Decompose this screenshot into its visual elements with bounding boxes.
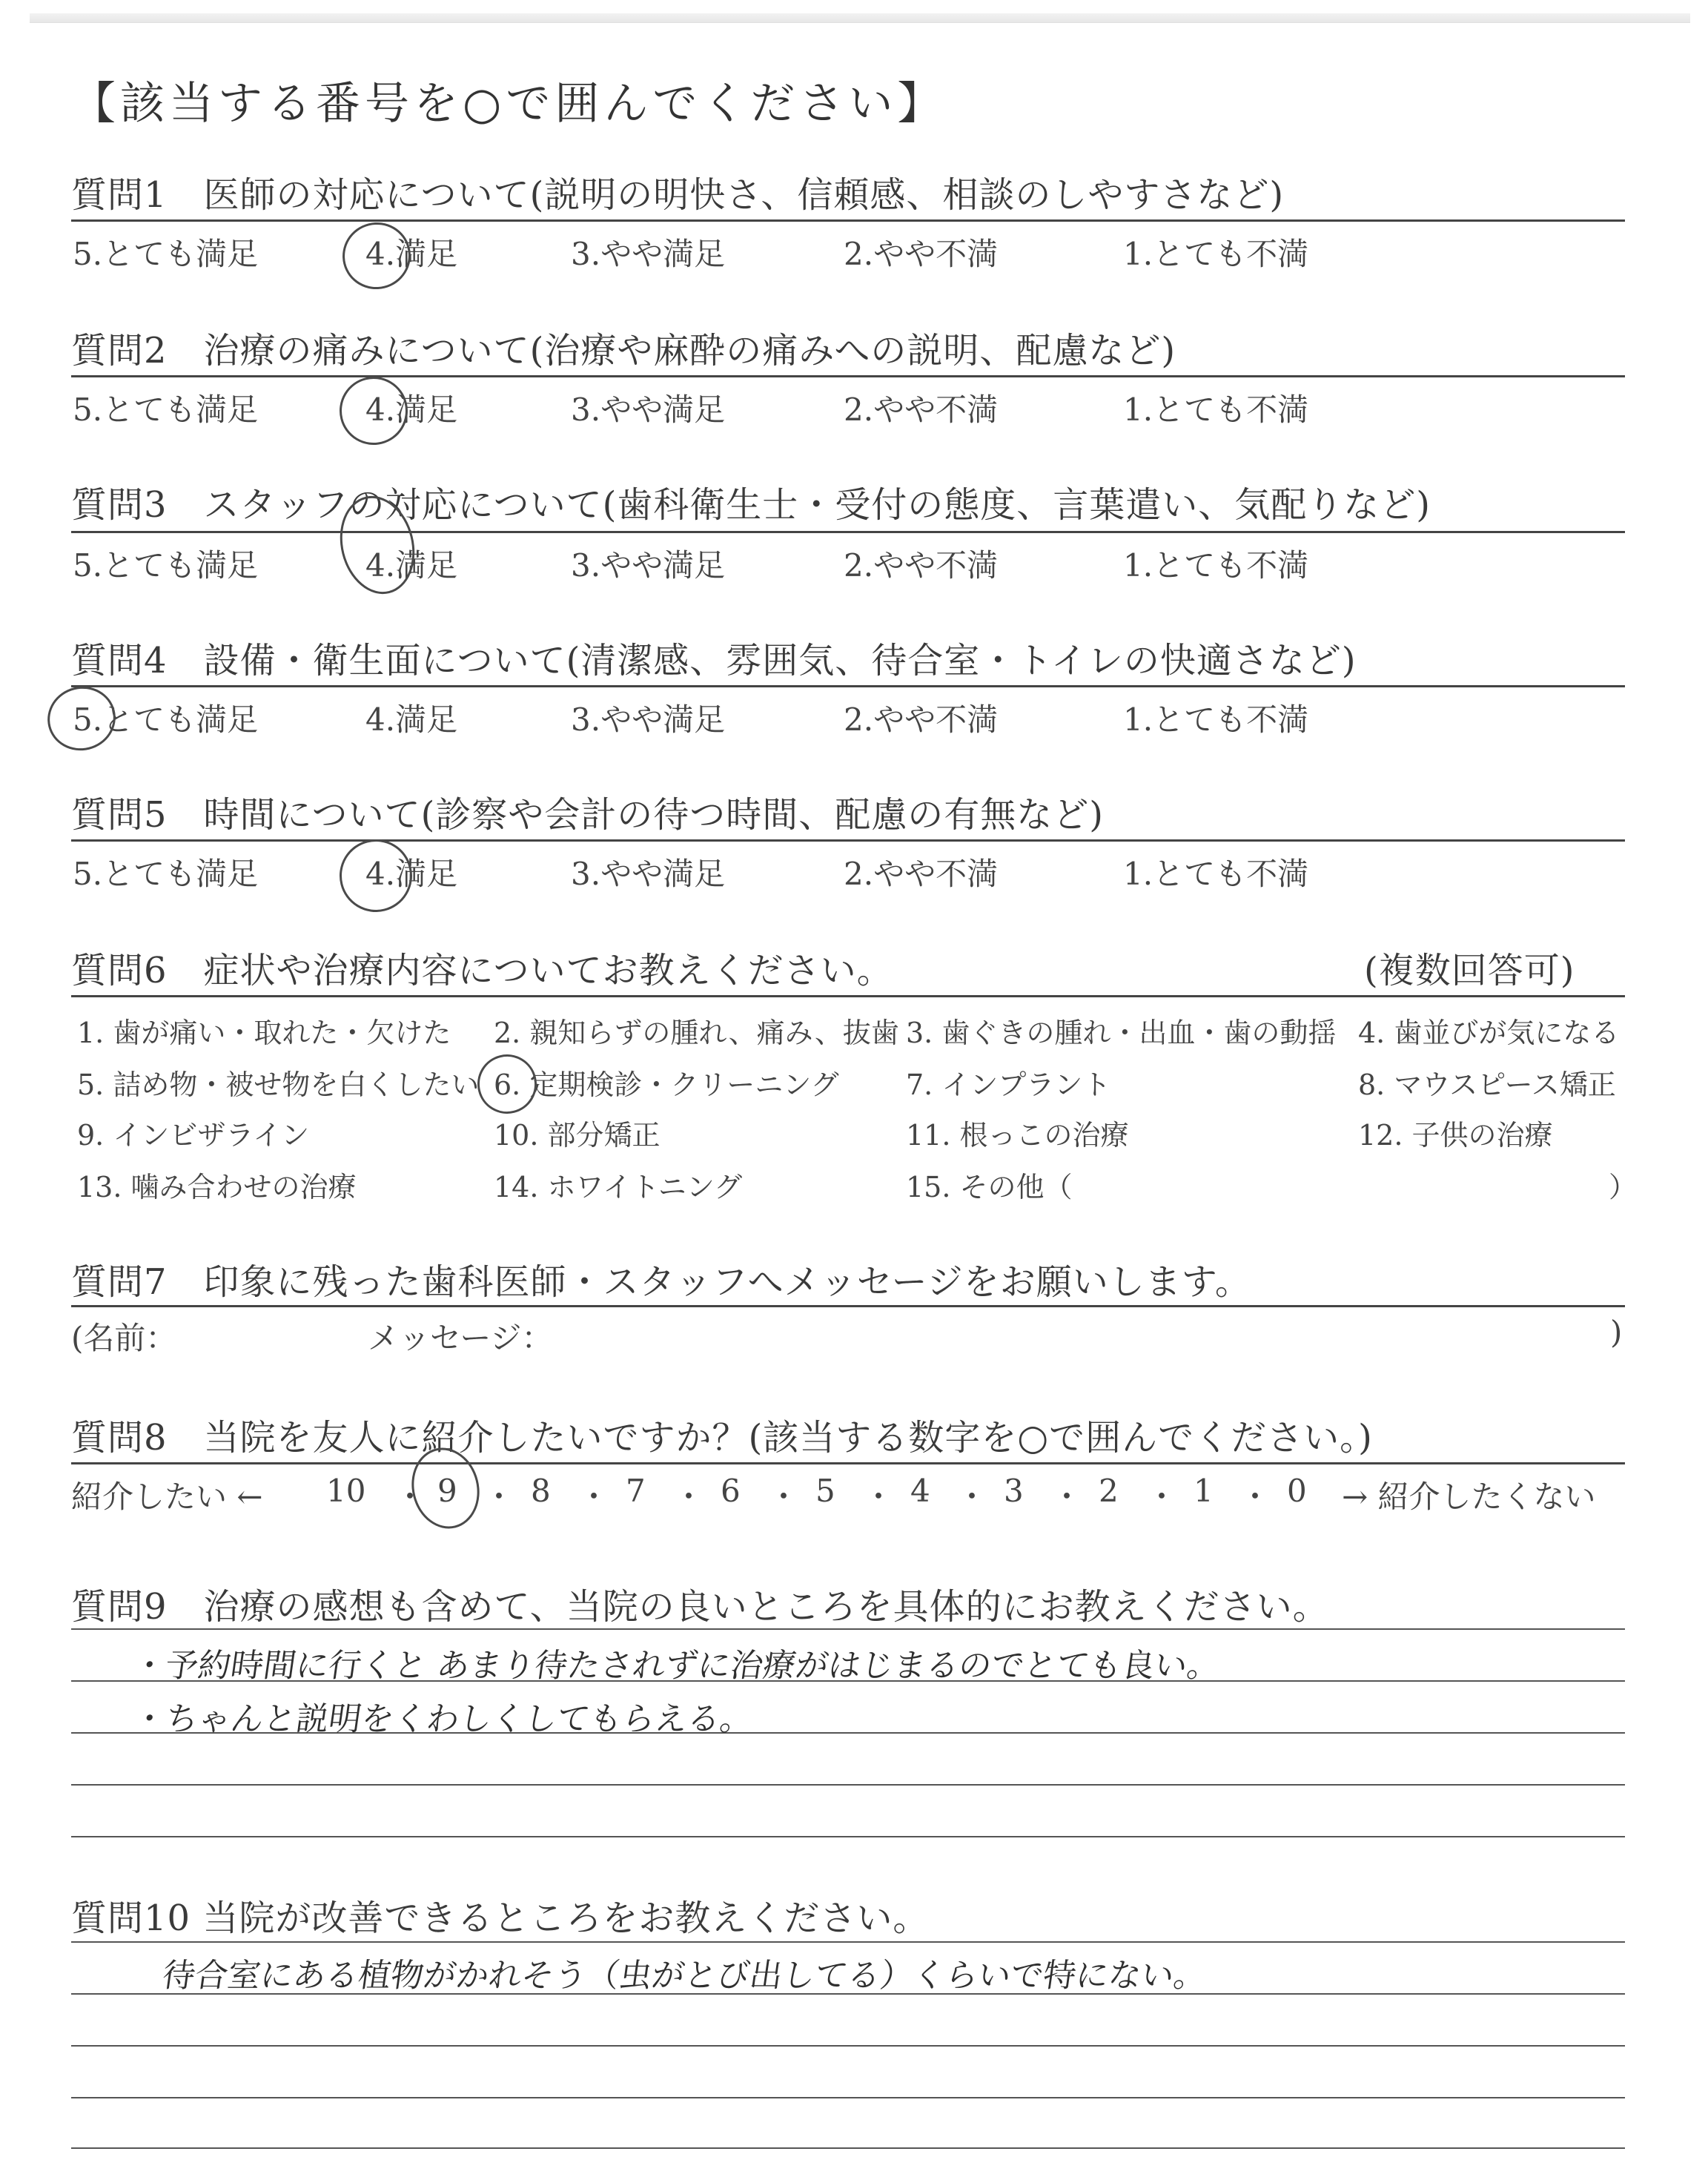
question-6-underline (71, 995, 1625, 997)
scale-dot: ・ (1146, 1479, 1178, 1515)
question-1-heading: 質問1 医師の対応について(説明の明快さ、信頼感、相談のしやすさなど) (71, 174, 1285, 216)
question-5-heading: 質問5 時間について(診察や会計の待つ時間、配慮の有無など) (71, 794, 1105, 836)
q4-option-1[interactable]: 1.とても不満 (1123, 701, 1309, 738)
q5-option-4[interactable]: 4.満足 (365, 856, 458, 892)
handwritten-circle-mark (332, 369, 415, 452)
question-9-heading: 質問9 治療の感想も含めて、当院の良いところを具体的にお教えください。 (71, 1586, 1329, 1628)
question-10-heading: 質問10 当院が改善できるところをお教えください。 (71, 1898, 930, 1939)
question-3-heading: 質問3 スタッフの対応について(歯科衛生士・受付の態度、言葉遣い、気配りなど) (71, 484, 1431, 526)
q6-option-4[interactable]: 4. 歯並びが気になる (1358, 1017, 1620, 1049)
q4-option-5[interactable]: 5.とても満足 (73, 701, 259, 738)
scale-dot: ・ (768, 1479, 800, 1515)
answer-line (71, 1628, 1625, 1630)
question-2-underline (71, 375, 1625, 377)
handwritten-answer-10-line-1: 待合室にある植物がかれそう（虫がとび出してる）くらいで特にない。 (159, 1957, 1209, 1995)
q2-option-4[interactable]: 4.満足 (365, 392, 458, 428)
q6-option-5[interactable]: 5. 詰め物・被せ物を白くしたい (77, 1069, 480, 1101)
scale-6[interactable]: 6 (721, 1473, 741, 1509)
q5-option-5[interactable]: 5.とても満足 (73, 856, 259, 892)
question-6-heading: 質問6 症状や治療内容についてお教えください。 (71, 950, 893, 991)
question-8-heading: 質問8 当院を友人に紹介したいですか？(該当する数字を○で囲んでください。) (71, 1417, 1373, 1459)
handwritten-answer-9-line-2: ・ちゃんと説明をくわしくしてもらえる。 (130, 1700, 755, 1738)
q2-option-5[interactable]: 5.とても満足 (73, 392, 259, 428)
name-label: (名前： (71, 1320, 177, 1356)
page-title: 【該当する番号を○で囲んでください】 (71, 78, 947, 130)
question-8-underline (71, 1462, 1625, 1464)
scale-dot: ・ (863, 1479, 895, 1515)
question-7-underline (71, 1305, 1625, 1307)
answer-line (71, 1941, 1625, 1943)
scan-top-edge (30, 13, 1690, 23)
scale-8[interactable]: 8 (531, 1473, 551, 1509)
scale-dot: ・ (578, 1479, 610, 1515)
q6-option-8[interactable]: 8. マウスピース矯正 (1358, 1069, 1616, 1101)
q3-option-3[interactable]: 3.やや満足 (571, 547, 726, 584)
handwritten-circle-mark (41, 679, 122, 758)
question-5-underline (71, 839, 1625, 842)
q6-option-13[interactable]: 13. 噛み合わせの治療 (77, 1171, 357, 1203)
q6-option-12[interactable]: 12. 子供の治療 (1358, 1119, 1553, 1152)
scale-4[interactable]: 4 (910, 1473, 930, 1509)
message-label: メッセージ： (368, 1320, 553, 1356)
handwritten-circle-mark (471, 1048, 543, 1120)
q5-option-1[interactable]: 1.とても不満 (1123, 856, 1309, 892)
q6-option-11[interactable]: 11. 根っこの治療 (906, 1119, 1129, 1152)
q3-option-4[interactable]: 4.満足 (365, 547, 458, 584)
q1-option-3[interactable]: 3.やや満足 (571, 236, 726, 272)
question-1-underline (71, 219, 1625, 222)
scale-dot: ・ (1239, 1479, 1271, 1515)
scale-1[interactable]: 1 (1194, 1473, 1214, 1509)
scale-dot: ・ (673, 1479, 705, 1515)
scale-10[interactable]: 10 (326, 1473, 366, 1509)
scale-dot: ・ (1051, 1479, 1083, 1515)
scale-dot: ・ (956, 1479, 988, 1515)
scale-7[interactable]: 7 (626, 1473, 646, 1509)
answer-line (71, 2097, 1625, 2098)
handwritten-circle-mark (332, 832, 420, 920)
question-7-heading: 質問7 印象に残った歯科医師・スタッフへメッセージをお願いします。 (71, 1261, 1251, 1303)
q1-option-4[interactable]: 4.満足 (365, 236, 458, 272)
q1-option-1[interactable]: 1.とても不満 (1123, 236, 1309, 272)
scale-dot: ・ (483, 1479, 515, 1515)
question-4-underline (71, 685, 1625, 687)
q6-option-10[interactable]: 10. 部分矯正 (494, 1119, 661, 1152)
q4-option-3[interactable]: 3.やや満足 (571, 701, 726, 738)
q4-option-4[interactable]: 4.満足 (365, 701, 458, 738)
q6-option-7[interactable]: 7. インプラント (906, 1069, 1111, 1101)
question-3-underline (71, 531, 1625, 533)
message-close-paren: ) (1610, 1314, 1623, 1350)
question-4-heading: 質問4 設備・衛生面について(清潔感、雰囲気、待合室・トイレの快適さなど) (71, 640, 1357, 681)
q6-option-15[interactable]: 15. その他（ (906, 1171, 1073, 1203)
q1-option-2[interactable]: 2.やや不満 (844, 236, 999, 272)
q6-option-1[interactable]: 1. 歯が痛い・取れた・欠けた (77, 1017, 451, 1049)
handwritten-circle-mark (335, 215, 417, 297)
q6-option-14[interactable]: 14. ホワイトニング (494, 1171, 743, 1203)
scale-0[interactable]: 0 (1287, 1473, 1307, 1509)
scale-dot: ・ (394, 1479, 426, 1515)
question-2-heading: 質問2 治療の痛みについて(治療や麻酔の痛みへの説明、配慮など) (71, 330, 1176, 371)
q5-option-3[interactable]: 3.やや満足 (571, 856, 726, 892)
answer-line (71, 2147, 1625, 2149)
q3-option-1[interactable]: 1.とても不満 (1123, 547, 1309, 584)
scale-5[interactable]: 5 (815, 1473, 835, 1509)
q6-option-2[interactable]: 2. 親知らずの腫れ、痛み、抜歯 (494, 1017, 899, 1049)
q5-option-2[interactable]: 2.やや不満 (844, 856, 999, 892)
q3-option-5[interactable]: 5.とても満足 (73, 547, 259, 584)
q2-option-3[interactable]: 3.やや満足 (571, 392, 726, 428)
scale-3[interactable]: 3 (1004, 1473, 1024, 1509)
q6-option-6[interactable]: 6. 定期検診・クリーニング (494, 1069, 839, 1101)
scale-left-label: 紹介したい ← (71, 1479, 263, 1515)
scale-9[interactable]: 9 (437, 1473, 457, 1509)
q6-option-3[interactable]: 3. 歯ぐきの腫れ・出血・歯の動揺 (906, 1017, 1337, 1049)
answer-line (71, 1836, 1625, 1837)
multiple-answer-note: (複数回答可) (1364, 950, 1575, 991)
answer-line (71, 1784, 1625, 1786)
answer-line (71, 2045, 1625, 2047)
q2-option-1[interactable]: 1.とても不満 (1123, 392, 1309, 428)
scale-2[interactable]: 2 (1099, 1473, 1119, 1509)
q6-option-9[interactable]: 9. インビザライン (77, 1119, 310, 1152)
q3-option-2[interactable]: 2.やや不満 (844, 547, 999, 584)
q2-option-2[interactable]: 2.やや不満 (844, 392, 999, 428)
q1-option-5[interactable]: 5.とても満足 (73, 236, 259, 272)
q6-other-close-paren: ） (1609, 1171, 1638, 1203)
handwritten-answer-9-line-1: ・予約時間に行くと あまり待たされずに治療がはじまるのでとても良い。 (130, 1647, 1222, 1685)
q4-option-2[interactable]: 2.やや不満 (844, 701, 999, 738)
scale-right-label: → 紹介したくない (1342, 1479, 1596, 1515)
